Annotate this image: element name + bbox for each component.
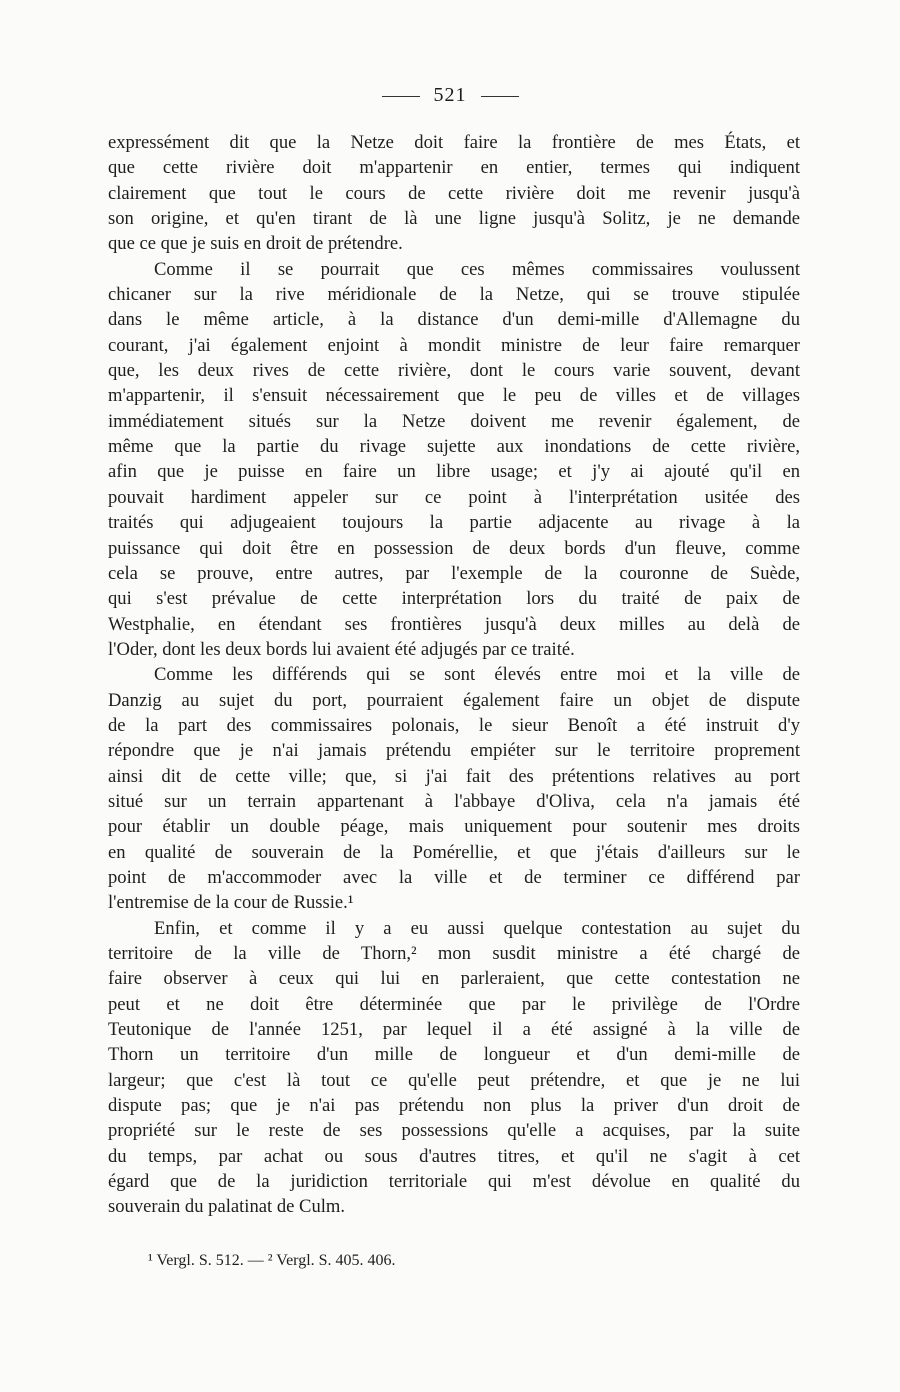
text-line: traités qui adjugeaient toujours la partie adjacente au rivage à la [108,512,800,534]
page-number: 521 [433,84,467,106]
paragraph [108,257,800,663]
text-line: territoire de la ville de Thorn,² mon susdit ministre a été chargé de [108,943,800,964]
text-line: répondre que je n'ai jamais prétendu empiéter sur le territoire proprement [108,740,800,762]
text-line: faire observer à ceux qui lui en parleraient, que cette contestation ne [108,968,800,990]
text-line: que ce que je suis en droit de prétendre. [108,233,403,255]
text-line: expressément dit que la Netze doit faire la frontière de mes États, et [108,132,800,153]
paragraph [108,916,800,1220]
header-rule-right [481,96,519,97]
page-header [0,84,900,107]
text-line: courant, j'ai également enjoint à mondit ministre de leur faire remarquer [108,334,800,356]
text-line: dans le même article, à la distance d'un demi-mille d'Allemagne du [108,309,800,331]
text-line: Teutonique de l'année 1251, par lequel il a été assigné à la ville de [108,1019,800,1041]
paragraph [108,662,800,915]
text-line: égard que de la juridiction territoriale qui m'est dévolue en qualité du [108,1171,800,1193]
text-line: son origine, et qu'en tirant de là une ligne jusqu'à Solitz, je ne demande [108,208,800,230]
text-line: point de m'accommoder avec la ville et de terminer ce différend par [108,866,800,888]
text-line: Danzig au sujet du port, pourraient également faire un objet de dispute [108,689,800,711]
text-line: pouvait hardiment appeler sur ce point à l'interprétation usitée des [108,486,800,508]
text-line: souverain du palatinat de Culm. [108,1196,346,1218]
text-line: chicaner sur la rive méridionale de la Netze, qui se trouve stipulée [108,284,800,306]
text-line: Westphalie, en étendant ses frontières jusqu'à deux milles au delà de [108,613,800,635]
text-line: du temps, par achat ou sous d'autres titres, et qu'il ne s'agit à cet [108,1145,800,1167]
text-line: l'Oder, dont les deux bords lui avaient été adjugés par ce traité. [108,638,575,660]
text-line: Comme les différends qui se sont élevés entre moi et la ville de [154,664,800,686]
text-line: puissance qui doit être en possession de deux bords d'un fleuve, comme [108,537,800,559]
text-line: en qualité de souverain de la Pomérellie, et que j'étais d'ailleurs sur le [108,841,800,863]
text-line: Comme il se pourrait que ces mêmes commissaires voulussent [154,258,800,280]
body-text [108,130,800,1220]
text-line: qui s'est prévalue de cette interprétation lors du traité de paix de [108,588,800,610]
text-line: l'entremise de la cour de Russie.¹ [108,892,354,914]
text-line: Thorn un territoire d'un mille de longueur et d'un demi-mille de [108,1044,800,1066]
text-line: m'appartenir, il s'ensuit nécessairement que le peu de villes et de villages [108,385,800,407]
text-line: Enfin, et comme il y a eu aussi quelque contestation au sujet du [154,917,800,939]
text-line: afin que je puisse en faire un libre usage; et j'y ai ajouté qu'il en [108,461,800,483]
text-line: dispute pas; que je n'ai pas prétendu non plus la priver d'un droit de [108,1095,800,1117]
text-line: situé sur un terrain appartenant à l'abbaye d'Oliva, cela n'a jamais été [108,790,800,812]
text-line: pour établir un double péage, mais uniquement pour soutenir mes droits [108,816,800,838]
text-line: clairement que tout le cours de cette rivière doit me revenir jusqu'à [108,182,800,204]
text-line: propriété sur le reste de ses possessions qu'elle a acquises, par la suite [108,1120,800,1142]
text-line: même que la partie du rivage sujette aux inondations de cette rivière, [108,436,800,458]
header-rule-left [382,96,420,97]
text-line: que cette rivière doit m'appartenir en entier, termes qui indiquent [108,157,800,179]
text-line: peut et ne doit être déterminée que par le privilège de l'Ordre [108,993,800,1015]
paragraph [108,130,800,257]
text-line: cela se prouve, entre autres, par l'exemple de la couronne de Suède, [108,562,800,584]
text-line: immédiatement situés sur la Netze doivent me revenir également, de [108,410,800,432]
text-line: de la part des commissaires polonais, le sieur Benoît a été instruit d'y [108,714,800,736]
text-line: ainsi dit de cette ville; que, si j'ai fait des prétentions relatives au port [108,765,800,787]
footnotes: ¹ Vergl. S. 512. — ² Vergl. S. 405. 406. [148,1252,396,1269]
text-line: que, les deux rives de cette rivière, dont le cours varie souvent, devant [108,360,800,382]
text-line: largeur; que c'est là tout ce qu'elle peut prétendre, et que je ne lui [108,1069,800,1091]
